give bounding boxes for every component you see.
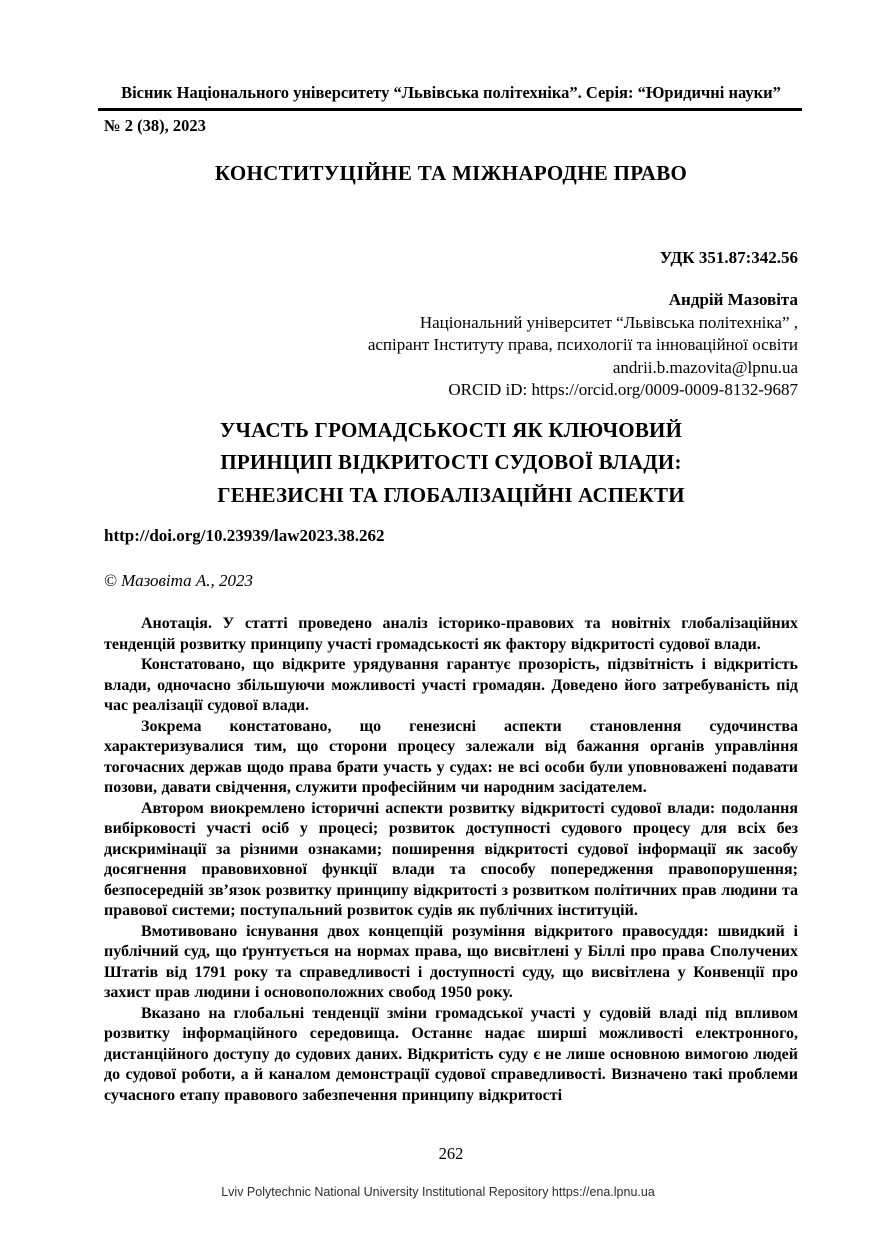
udc-code: УДК 351.87:342.56 [659, 248, 798, 267]
abstract-paragraph: Вмотивовано існування двох концепцій розуміння відкритого правосуддя: швидкий і публічний суд, що ґрунтується на нормах права, що висвітлені у Біллі про права Сполучених Штатів від 1791 року та справедливості і доступності суду, що висвітлена у Конвенції про захист прав людини і основоположних свобод 1950 року. [104, 922, 798, 1001]
doi-text: http://doi.org/10.23939/law2023.38.262 [104, 526, 385, 545]
abstract-paragraph: Автором виокремлено історичні аспекти розвитку відкритості судової влади: подолання вибірковості участі осіб у процесі; розвиток доступності судового процесу для всіх без дискримінації за різними ознаками; поширення відкритості судової інформації як засобу досягнення правовиховної функції влади та способу попередження правопорушення; безпосередній зв’язок розвитку принципу відкритості з розвитком політичних прав людини та правової системи; поступальний розвиток судів як публічних інституцій. [104, 799, 798, 919]
journal-header-title: Вісник Національного університету “Львівська політехніка”. Серія: “Юридичні науки” [121, 83, 781, 102]
abstract-paragraph: Констатовано, що відкрите урядування гарантує прозорість, підзвітність і відкритість влади, одночасно збільшуючи можливості участі громадян. Доведено його затребуваність під час реалізації судової влади. [104, 656, 798, 714]
author-block [104, 289, 798, 402]
abstract-paragraph: Анотація. У статті проведено аналіз історико-правових та новітніх глобалізаційних тенденцій розвитку принципу участі громадськості як фактору відкритості судової влади. [104, 615, 798, 653]
repository-footer: Lviv Polytechnic National University Institutional Repository https://ena.lpnu.ua [221, 1185, 655, 1199]
article-title-line: ГЕНЕЗИСНІ ТА ГЛОБАЛІЗАЦІЙНІ АСПЕКТИ [217, 482, 685, 507]
section-heading: КОНСТИТУЦІЙНЕ ТА МІЖНАРОДНЕ ПРАВО [214, 161, 688, 185]
article-title [104, 414, 798, 512]
author-orcid: ORCID iD: https://orcid.org/0009-0009-8132-9687 [448, 380, 798, 399]
abstract-paragraph: Вказано на глобальні тенденції зміни громадської участі у судовій владі під впливом розвитку інформаційного середовища. Останнє надає ширші можливості електронного, дистанційного доступу до судових даних. Відкритість суду є не лише основною вимогою людей до судової роботи, а й каналом демонстрації судової справедливості. Визначено такі проблеми сучасного етапу правового забезпечення принципу відкритості [104, 1004, 798, 1104]
article-title-line: ПРИНЦИП ВІДКРИТОСТІ СУДОВОЇ ВЛАДИ: [220, 450, 682, 474]
author-affiliation: Національний університет “Львівська політехніка” , [419, 312, 798, 332]
article-title-line: УЧАСТЬ ГРОМАДСЬКОСТІ ЯК КЛЮЧОВИЙ [219, 417, 683, 442]
author-email: andrii.b.mazovita@lpnu.ua [612, 357, 798, 377]
header-rule-divider [98, 108, 802, 111]
author-position: аспірант Інституту права, психології та інноваційної освіти [367, 335, 798, 354]
page-number: 262 [438, 1144, 464, 1163]
abstract [104, 614, 798, 1106]
copyright-notice: © Мазовіта А., 2023 [104, 571, 253, 590]
issue-number: № 2 (38), 2023 [104, 116, 206, 135]
author-name: Андрій Мазовіта [668, 290, 798, 309]
abstract-paragraph: Зокрема констатовано, що генезисні аспекти становлення судочинства характеризувалися тим, що сторони процесу залежали від бажання органів управління тогочасних держав щодо права брати участь у судах: не всі особи були уповноважені подавати позови, давати свідчення, служити професійним чи народним засідателем. [104, 717, 798, 796]
